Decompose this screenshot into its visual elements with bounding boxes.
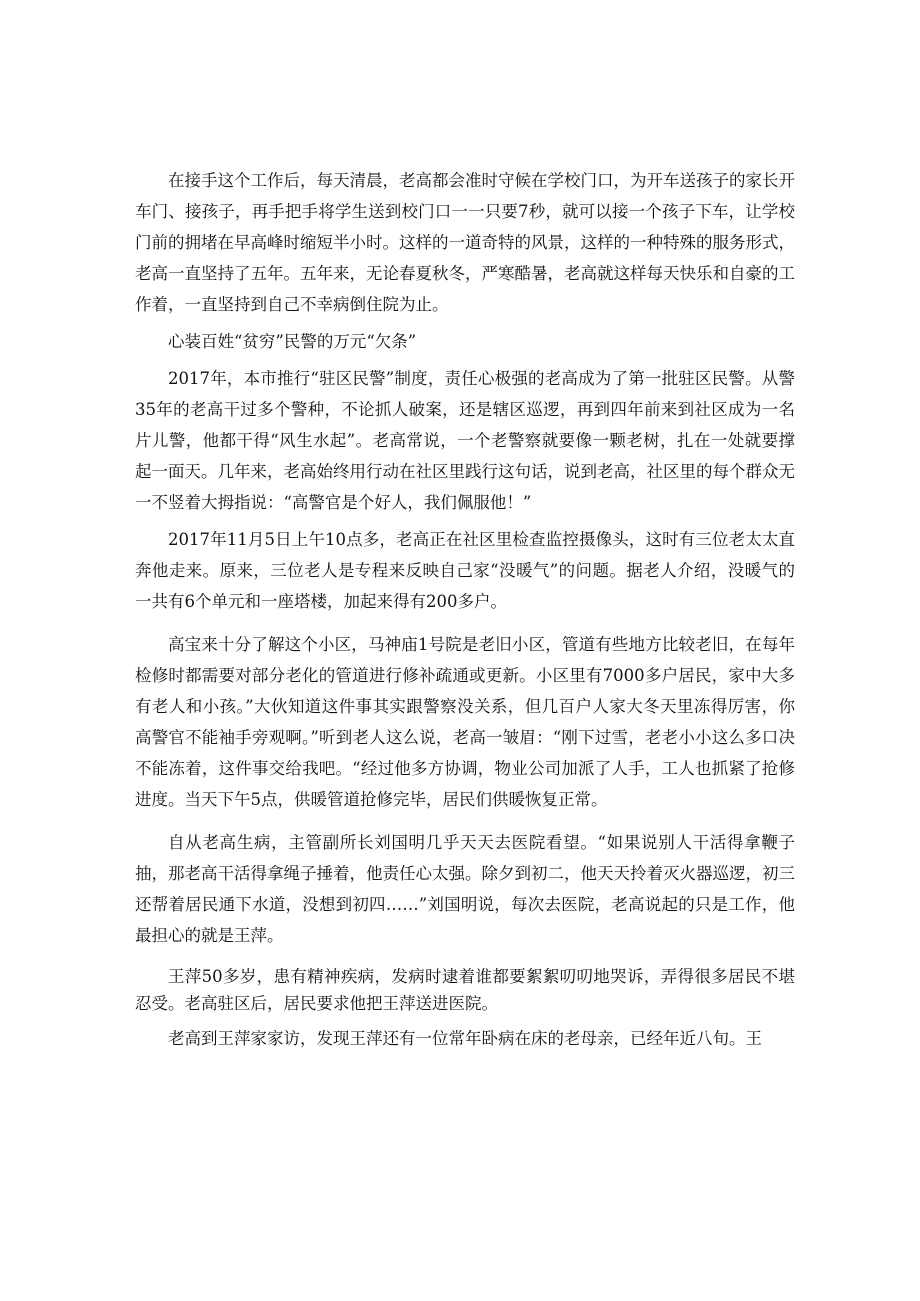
paragraph-illness: 自从老高生病，主管副所长刘国明几乎天天去医院看望。“如果说别人干活得拿鞭子抽，那老高干活得拿绳子捶着，他责任心太强。除夕到初二，他天天拎着灭火器巡逻，初三还帮着居民通下水道，没想到初四……”刘国明说，每次去医院，老高说起的只是工作，他最担心的就是王萍。 [135, 833, 795, 945]
paragraph-school-gate: 在接手这个工作后，每天清晨，老高都会准时守候在学校门口，为开车送孩子的家长开车门、接孩子，再手把手将学生送到校门口一一只要7秒，就可以接一个孩子下车，让学校门前的拥堵在早高峰时缩短半小时。这样的一道奇特的风景，这样的一种特殊的服务形式，老高一直坚持了五年。五年来，无论春夏秋冬，严寒酷暑，老高就这样每天快乐和自豪的工作着，一直坚持到自己不幸病倒住院为止。 [135, 171, 795, 314]
paragraph-home-visit: 老高到王萍家家访，发现王萍还有一位常年卧病在床的老母亲，已经年近八旬。王 [168, 1029, 762, 1048]
paragraph-no-heating: 2017年11月5日上午10点多，老高正在社区里检查监控摄像头，这时有三位老太太直奔他走来。原来，三位老人是专程来反映自己家“没暖气”的问题。据老人介绍，没暖气的一共有6个单元和一座塔楼，加起来得有200多户。 [135, 530, 795, 611]
paragraph-heating-repair: 高宝来十分了解这个小区，马神庙1号院是老旧小区，管道有些地方比较老旧，在每年检修时都需要对部分老化的管道进行修补疏通或更新。小区里有7000多户居民，家中大多有老人和小孩。”大伙知道这件事其实跟警察没关系，但几百户人家大冬天里冻得厉害，你高警官不能袖手旁观啊。”听到老人这么说，老高一皱眉：“刚下过雪，老老小小这么多口决不能冻着，这件事交给我吧。“经过他多方协调，物业公司加派了人手，工人也抓紧了抢修进度。当天下午5点，供暖管道抢修完毕，居民们供暖恢复正常。 [135, 635, 795, 809]
section-heading: 心装百姓“贫穷”民警的万元“欠条” [168, 332, 417, 351]
document-body [135, 165, 795, 1054]
paragraph-resident-police: 2017年，本市推行“驻区民警”制度，责任心极强的老高成为了第一批驻区民警。从警35年的老高干过多个警种，不论抓人破案，还是辖区巡逻，再到四年前来到社区成为一名片儿警，他都干得“风生水起”。老高常说，一个老警察就要像一颗老树，扎在一处就要撑起一面天。几年来，老高始终用行动在社区里践行这句话，说到老高，社区里的每个群众无一不竖着大拇指说：“高警官是个好人，我们佩服他！” [135, 369, 795, 512]
paragraph-wang-ping: 王萍50多岁，患有精神疾病，发病时逮着谁都要絮絮叨叨地哭诉，弄得很多居民不堪忍受。老高驻区后，居民要求他把王萍送进医院。 [135, 967, 795, 1013]
